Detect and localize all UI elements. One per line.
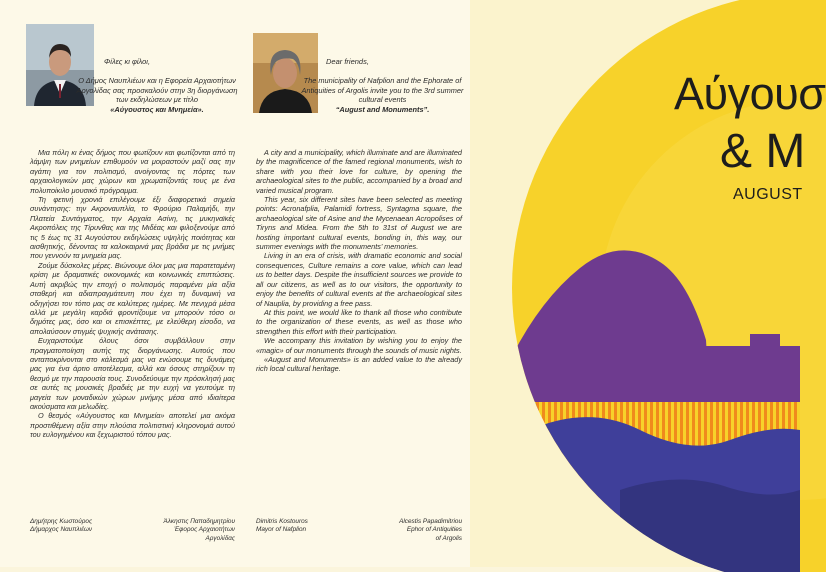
signature-role: of Argolis [435, 534, 462, 542]
signature-role: Αργολίδας [205, 534, 235, 542]
greek-paragraph: Μια πόλη κι ένας δήμος που φωτίζουν και φωτίζονται από τη λάμψη των μνημείων επιθυμούν να μοιραστούν μαζί σας την αγάπη για τον πολιτισμό, ανοίγοντας τις πόρτες των αρχαιολογικών μας χώρων και χρωματίζοντάς τους με ένα πολυποίκιλο μουσικό πρόγραμμα. [30, 148, 235, 195]
cover-page [470, 0, 826, 567]
greek-body [30, 148, 235, 440]
english-paragraph: We accompany this invitation by wishing you to enjoy the «magic» of our monuments through the sounds of music nights. [256, 336, 462, 355]
signature-name: Δημήτρης Κωστούρος [30, 518, 93, 525]
signature-role: Δήμαρχος Ναυπλιέων [30, 526, 93, 534]
english-intro-text: The municipality of Nafplion and the Ephorate of Antiquities of Argolis invite you to the 3rd summer cultural events [301, 76, 464, 105]
english-paragraph: A city and a municipality, which illuminate and are illuminated by the magnificence of the famed regional monuments, wish to share with you their love for culture, by opening the archaeological sites to the public, accompanied by a broad and varied musical program. [256, 148, 462, 195]
signature-role: Mayor of Nafplion [256, 526, 307, 534]
greek-greeting: Φίλες κι φίλοι, [104, 57, 151, 66]
english-paragraph: This year, six different sites have been selected as meeting points: Acronafplia, Palamidi fortress, Syntagma square, the archaeological site of Asine and the Mycenaean Acropolises of Tiryns and Midea. From the 5th to 31st of August we are hosting important cultural events, bonding in, this way, our summer evenings with the monuments’ memories. [256, 195, 462, 252]
greek-intro [76, 76, 238, 114]
english-signature-ephor [362, 518, 462, 543]
english-greeting: Dear friends, [326, 57, 369, 66]
english-paragraph: Living in an era of crisis, with dramatic economic and social consequences, Culture remains a core value, which can lead us to better days. Despite the insufficient sources we provide to all our citizens, as well as to our visitors, the opportunity to enjoy the benefits of cultural events at the archaeological sites of Nauplia, by providing a free pass. [256, 251, 462, 308]
english-intro [300, 76, 465, 114]
english-paragraph: «August and Monuments» is an added value to the already rich local cultural heritage. [256, 354, 462, 374]
english-paragraph: At this point, we would like to thank all those who contribute to the organization of these events, as well as those who strengthen this effort with their participation. [256, 307, 462, 336]
signature-role: Ephor of Antiquities [406, 526, 462, 534]
fortress [706, 346, 800, 410]
english-event-title: “August and Monuments”. [335, 104, 430, 114]
english-body [256, 148, 462, 374]
greek-paragraph: Ζούμε δύσκολες μέρες. Βιώνουμε όλοι μας μια παρατεταμένη κρίση με δραματικές οικονομικές και κοινωνικές επιπτώσεις. Αυτή ακριβώς την εποχή ο πολιτισμός παραμένει μία αξία σταθερή και αδιαπραγμάτευτη που έχει τη δυναμική να οδηγήσει τον τόπο μας σε καλύτερες ημέρες. Με πενιχρά μέσα αλλά με μεγάλη καρδιά φροντίζουμε να μπορούν τόσο οι δημότες μας, όσο και οι επισκέπτες, με ελεύθερη είσοδο, να απολαύσουν στιγμές ψυχικής ανάτασης. [30, 260, 235, 336]
greek-paragraph: Ο θεσμός «Αύγουστος και Μνημεία» αποτελεί μια ακόμα προστιθέμενη αξία στην πλούσια πολιτιστική κληρονομιά αυτού του ευλογημένου και ξεχωριστού τόπου μας. [30, 411, 235, 440]
cover-subtitle: AUGUST [733, 186, 803, 203]
signature-name: Dimitris Kostouros [256, 518, 308, 525]
greek-paragraph: Τη φετινή χρονιά επιλέγουμε έξι διαφορετικά σημεία συνάντησης: την Ακροναυπλία, το Φρούριο Παλαμήδι, την Πλατεία Συντάγματος, την Αρχαία Ασίνη, τις μυκηναϊκές Ακροπόλεις της Τίρυνθας και της Μιδέας και φιλοξενούμε από τις 5 έως τις 31 Αυγούστου εκδηλώσεις υψηλής ποιότητας και αισθητικής, δένοντας τα καλοκαιρινά μας βράδια με τις μνήμες που γεννούν τα μνημεία μας. [30, 195, 235, 261]
greek-event-title: «Αύγουστος και Μνημεία». [110, 104, 204, 114]
greek-intro-text: Ο Δήμος Ναυπλιέων και η Εφορεία Αρχαιοτήτων Αργολίδας σας προσκαλούν στην 3η διοργάνωση των εκδηλώσεων με τίτλο [76, 76, 238, 105]
signature-name: Alcestis Papadimitriou [399, 518, 462, 525]
greek-signature-ephor [140, 518, 235, 543]
greek-signature-mayor [30, 518, 92, 535]
signature-role: Έφορος Αρχαιοτήτων [174, 526, 235, 534]
cover-title-line1: Αύγουσ [674, 68, 826, 119]
greek-paragraph: Ευχαριστούμε όλους όσοι συμβάλλουν στην πραγματοποίηση αυτής της διοργάνωσης. Αυτούς που ανταποκρίνονται στο κάλεσμά μας να ενώσουμε τις δυνάμεις μας για ένα άρτιο αποτέλεσμα, αλλά και όσους στηρίζουν τη θεσμό με την παρουσία τους. Συνοδεύουμε την πρόσκλησή μας σε αυτές τις μουσικές βραδιές με την ευχή να γευτούμε τη μαγεία των μοναδικών χώρων μνήμης μέσα από ιδιαίτερα ακούσματα και μελωδίες. [30, 336, 235, 411]
cover-title-line2: & M [720, 125, 806, 178]
english-signature-mayor [256, 518, 308, 535]
signature-name: Άλκηστις Παπαδημητρίου [163, 518, 235, 525]
